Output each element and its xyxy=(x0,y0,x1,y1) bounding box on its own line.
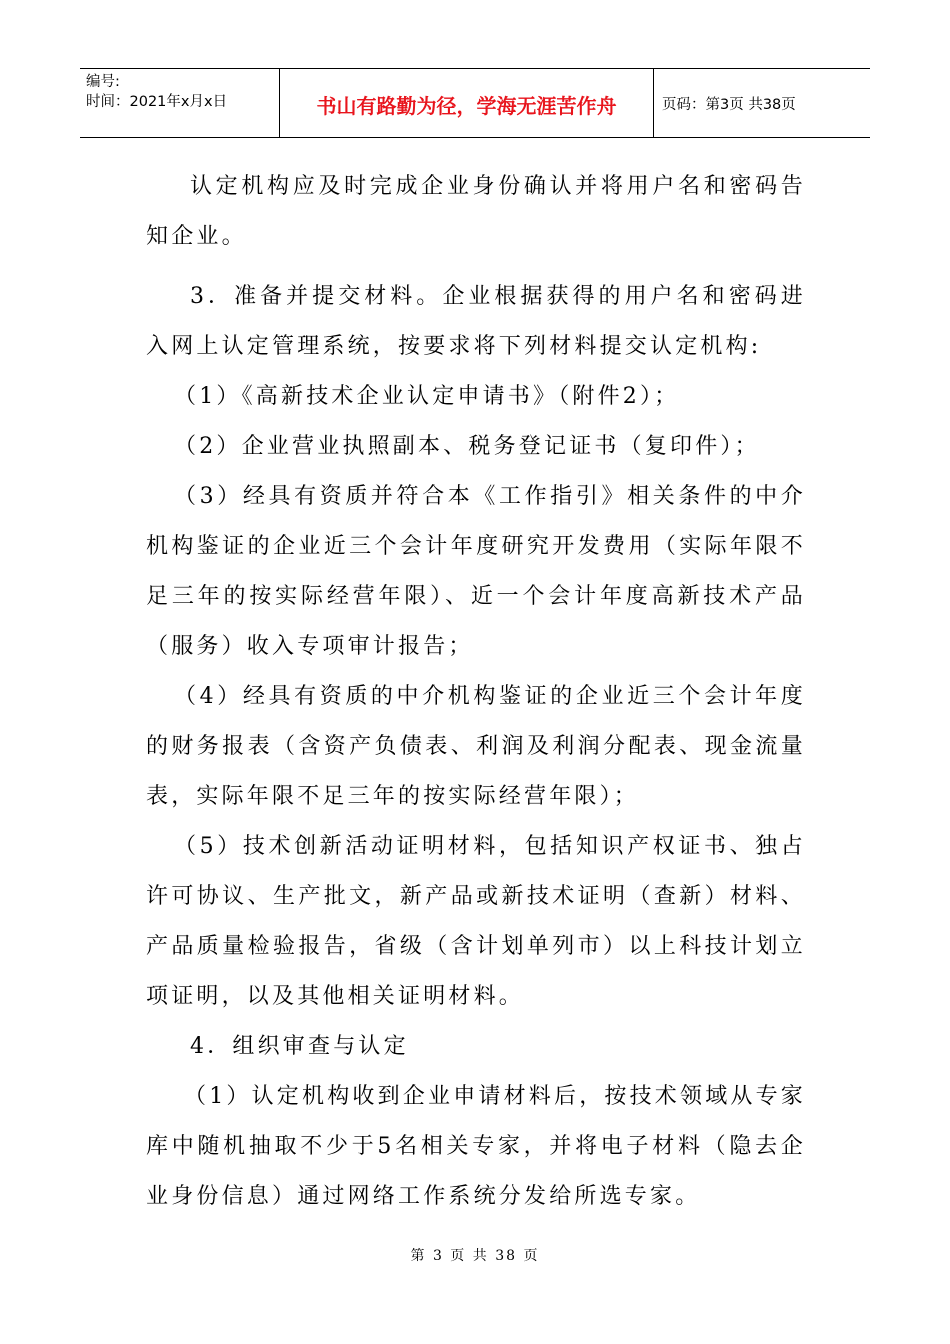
paragraph-item-1: （1）《高新技术企业认定申请书》（附件2）； xyxy=(174,384,680,409)
page-header xyxy=(80,68,870,138)
time-label: 时间：2021年x月x日 xyxy=(86,94,228,110)
paragraph-identity-confirmation: 认定机构应及时完成企业身份确认并将用户名和密码告知企业。 xyxy=(146,174,806,249)
paragraph-item-3: （3）经具有资质并符合本《工作指引》相关条件的中介机构鉴证的企业近三个会计年度研究开发费用（实际年限不足三年的按实际经营年限）、近一个会计年度高新技术产品（服务）收入专项审计报告； xyxy=(146,484,806,659)
page-footer: 第 3 页 共 38 页 xyxy=(410,1248,540,1264)
paragraph-item-5: （5）技术创新活动证明材料，包括知识产权证书、独占许可协议、生产批文，新产品或新技术证明（查新）材料、产品质量检验报告，省级（含计划单列市）以上科技计划立项证明，以及其他相关证明材料。 xyxy=(146,834,806,1009)
paragraph-prepare-materials: 3．准备并提交材料。企业根据获得的用户名和密码进入网上认定管理系统，按要求将下列材料提交认定机构: xyxy=(146,284,806,359)
number-label: 编号: xyxy=(86,74,120,90)
paragraph-review-item-1: （1）认定机构收到企业申请材料后，按技术领域从专家库中随机抽取不少于5名相关专家，并将电子材料（隐去企业身份信息）通过网络工作系统分发给所选专家。 xyxy=(146,1084,806,1209)
paragraph-item-2: （2）企业营业执照副本、税务登记证书（复印件）； xyxy=(174,434,760,459)
header-page-info: 页码：第3页 共38页 xyxy=(662,96,796,113)
paragraph-review-heading: 4．组织审查与认定 xyxy=(190,1034,409,1059)
document-body xyxy=(146,162,806,1222)
header-motto: 书山有路勤为径，学海无涯苦作舟 xyxy=(280,69,654,137)
header-meta xyxy=(80,69,280,137)
paragraph-item-4: （4）经具有资质的中介机构鉴证的企业近三个会计年度的财务报表（含资产负债表、利润及利润分配表、现金流量表，实际年限不足三年的按实际经营年限）； xyxy=(146,684,806,809)
